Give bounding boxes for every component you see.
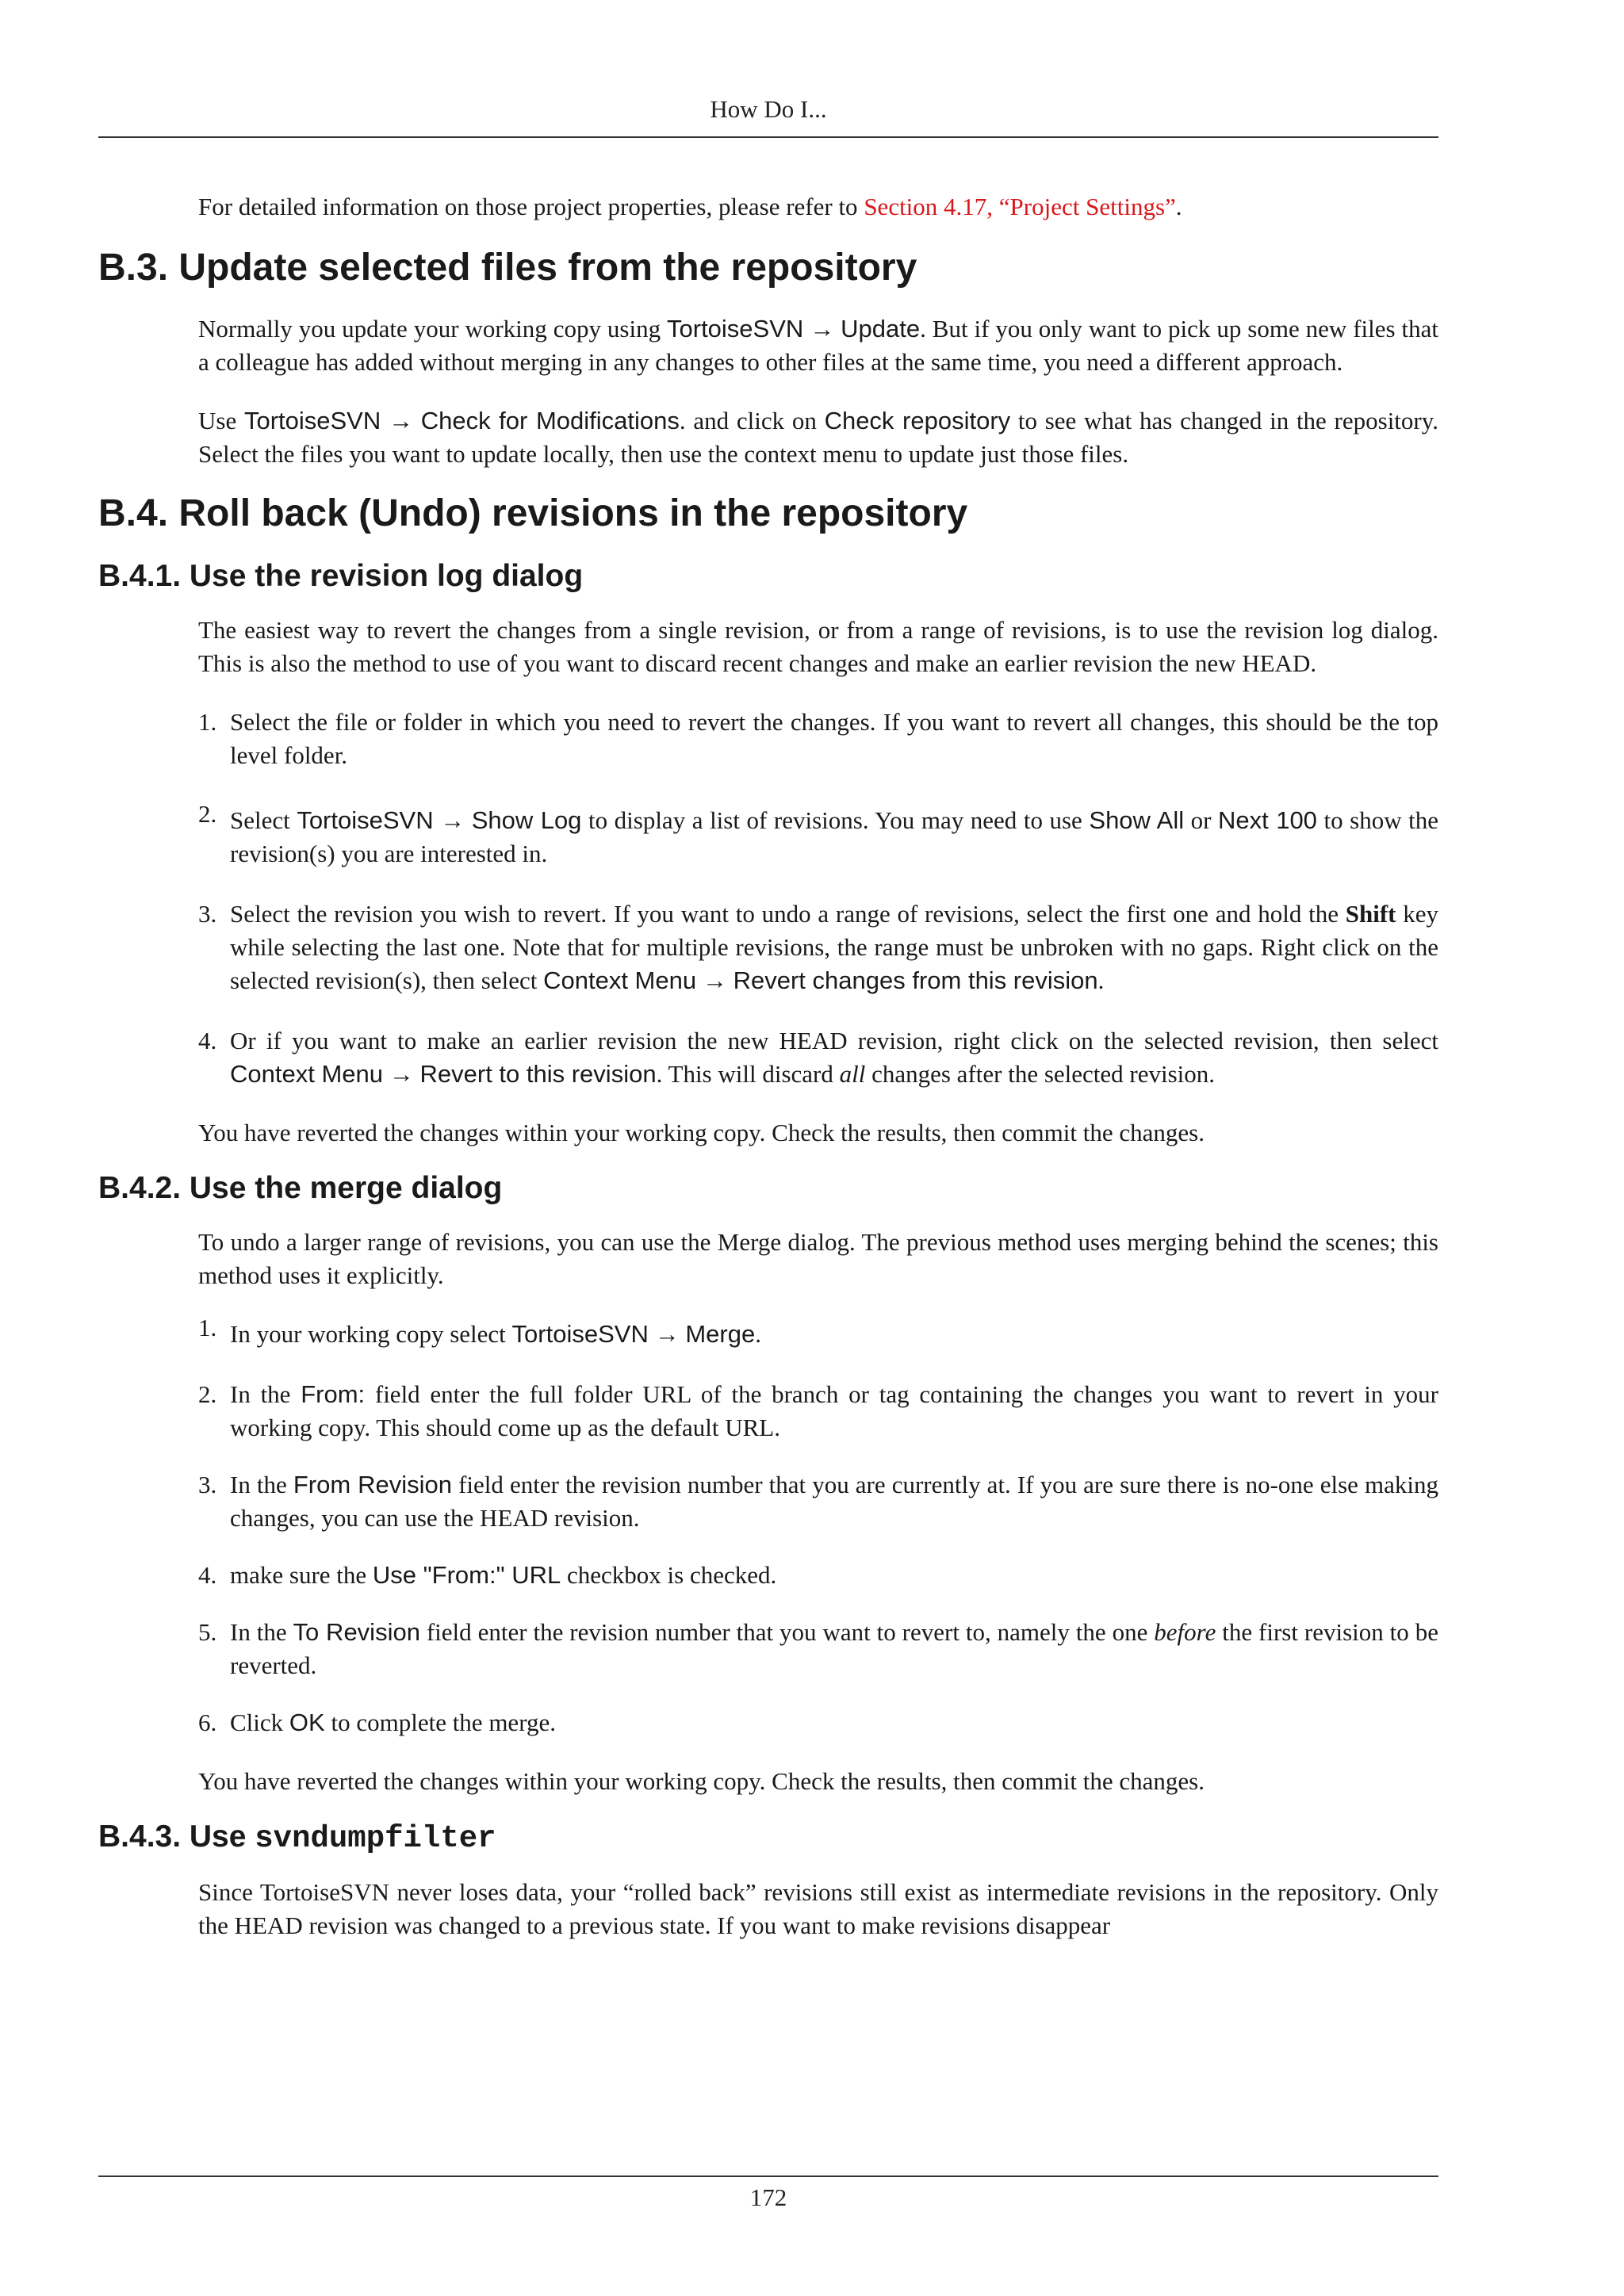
b4-3-paragraph: Since TortoiseSVN never loses data, your “rolled back” revisions still exist as intermediate revisions in the repository. Only the HEAD revision was changed to a previous state. If you want to make revisions disappear <box>198 1878 1438 1939</box>
ui-label: Context Menu <box>230 1060 383 1088</box>
list-item: 4. Or if you want to make an earlier revision the new HEAD revision, right click on the selected revision, then select Context Menu → Revert to this revision. This will discard all changes after the selected revision. <box>198 1027 1438 1088</box>
ui-label: TortoiseSVN <box>297 806 434 834</box>
header-rule <box>98 136 1438 138</box>
b4-2-outro: You have reverted the changes within your working copy. Check the results, then commit the changes. <box>198 1767 1205 1795</box>
intro-block <box>198 190 1438 224</box>
emphasis: before <box>1154 1618 1216 1646</box>
b3-body <box>198 312 1438 471</box>
ui-label: Show Log <box>471 806 582 834</box>
ui-label: OK <box>289 1709 325 1736</box>
command-name: svndumpfilter <box>255 1821 496 1856</box>
ui-label: From Revision <box>293 1471 453 1498</box>
heading-b4: B.4. Roll back (Undo) revisions in the repository <box>98 492 968 534</box>
list-item: 3. In the From Revision field enter the revision number that you are currently at. If you are sure there is no-one else making changes, you can use the HEAD revision. <box>198 1471 1439 1532</box>
ui-label: Check for Modifications <box>420 407 680 434</box>
ui-label: Context Menu <box>543 966 697 994</box>
b4-2-body <box>198 1226 1438 1798</box>
key-name: Shift <box>1345 900 1396 928</box>
ui-label: Use "From:" URL <box>372 1561 561 1589</box>
ui-label: TortoiseSVN <box>667 315 804 342</box>
ui-label: To Revision <box>293 1618 420 1646</box>
running-header: How Do I... <box>710 95 827 123</box>
list-item: 2. Select TortoiseSVN → Show Log to display a list of revisions. You may need to use Show All or Next 100 to show the revision(s) you are interested in. <box>198 800 1439 867</box>
ui-label: Next 100 <box>1218 806 1317 834</box>
list-item: 2. In the From: field enter the full folder URL of the branch or tag containing the changes you want to revert in your working copy. This should come up as the default URL. <box>198 1380 1438 1441</box>
list-item: 6. Click OK to complete the merge. <box>198 1709 556 1736</box>
ui-label: Revert changes from this revision <box>733 966 1098 994</box>
heading-b3: B.3. Update selected files from the repository <box>98 247 917 289</box>
ui-label: From: <box>301 1380 366 1408</box>
b4-1-outro: You have reverted the changes within your working copy. Check the results, then commit the changes. <box>198 1119 1205 1146</box>
heading-b4-3: B.4.3. Use svndumpfilter <box>98 1820 496 1856</box>
ui-label: Update <box>841 315 921 342</box>
list-item: 1. In your working copy select TortoiseSVN → Merge. <box>198 1314 761 1348</box>
b4-1-intro: The easiest way to revert the changes from a single revision, or from a range of revisions, is to use the revision log dialog. This is also the method to use of you want to discard recent changes and make an earlier revision the new HEAD. <box>198 616 1438 677</box>
ui-label: Check repository <box>824 407 1011 434</box>
list-item: 4. make sure the Use "From:" URL checkbox is checked. <box>198 1561 777 1589</box>
ui-label: Show All <box>1089 806 1185 834</box>
ui-label: Revert to this revision <box>419 1060 657 1088</box>
b4-2-intro: To undo a larger range of revisions, you can use the Merge dialog. The previous method uses merging behind the scenes; this method uses it explicitly. <box>198 1228 1438 1289</box>
page-content <box>98 190 1438 1942</box>
intro-paragraph: For detailed information on those project properties, please refer to Section 4.17, “Project Settings”. <box>198 193 1182 220</box>
b4-1-body <box>198 614 1438 1150</box>
ui-label: Merge <box>685 1320 756 1348</box>
page-number: 172 <box>749 2183 787 2211</box>
ui-label: TortoiseSVN <box>511 1320 649 1348</box>
b4-2-steps <box>198 1314 1439 1739</box>
list-item: 5. In the To Revision field enter the revision number that you want to revert to, namely the one before the first revision to be reverted. <box>198 1618 1438 1679</box>
b4-1-steps <box>198 706 1438 1091</box>
section-link[interactable]: Section 4.17, “Project Settings” <box>864 193 1176 220</box>
b3-paragraph-2: Use TortoiseSVN → Check for Modifications. and click on Check repository to see what has changed in the repository. Select the files you want to update locally, then use the context menu to update just those files. <box>198 407 1438 468</box>
footer-rule <box>98 2175 1438 2177</box>
b3-paragraph-1: Normally you update your working copy using TortoiseSVN → Update. But if you only want to pick up some new files that a colleague has added without merging in any changes to other files at the same time, you need a different approach. <box>198 315 1438 376</box>
heading-b4-2: B.4.2. Use the merge dialog <box>98 1171 503 1205</box>
b4-3-body <box>198 1876 1438 1942</box>
list-item: 1. Select the file or folder in which you need to revert the changes. If you want to revert all changes, this should be the top level folder. <box>198 708 1438 769</box>
emphasis: all <box>839 1060 866 1088</box>
ui-label: TortoiseSVN <box>243 407 381 434</box>
heading-b4-1: B.4.1. Use the revision log dialog <box>98 559 584 593</box>
list-item: 3. Select the revision you wish to revert. If you want to undo a range of revisions, select the first one and hold the Shift key while selecting the last one. Note that for multiple revisions, the range must be unbroken with no gaps. Right click on the selected revision(s), then select Context Menu → Revert changes from this revision. <box>198 900 1439 994</box>
